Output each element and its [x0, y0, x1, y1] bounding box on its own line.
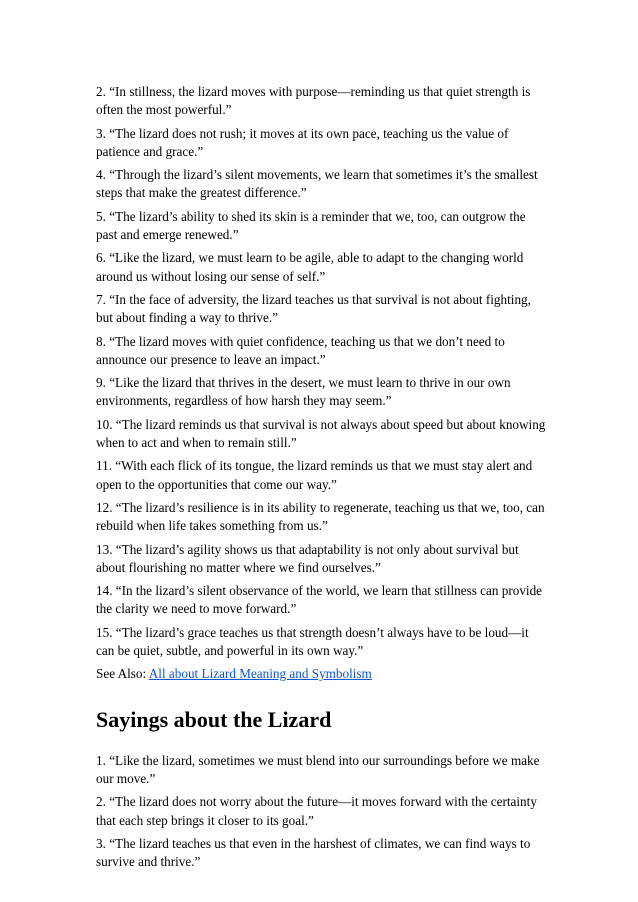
quote-paragraph: 2. “In stillness, the lizard moves with purpose—reminding us that quiet strength is often the most powerful.”	[96, 84, 531, 118]
saying-paragraph: 3. “The lizard teaches us that even in the harshest of climates, we can find ways to survive and thrive.”	[96, 835, 531, 870]
see-also-line	[96, 665, 548, 683]
document-page	[96, 83, 548, 876]
quote-paragraph: 12. “The lizard’s resilience is in its ability to regenerate, teaching us that we, too, can rebuild when life takes something from us.”	[96, 499, 545, 534]
sayings-list	[96, 752, 548, 872]
quote-paragraph: 11. “With each flick of its tongue, the lizard reminds us that we must stay alert and open to the opportunities that come our way.”	[96, 458, 533, 492]
quote-paragraph: 3. “The lizard does not rush; it moves at its own pace, teaching us the value of patience and grace.”	[96, 125, 509, 159]
quote-paragraph: 7. “In the face of adversity, the lizard teaches us that survival is not about fighting, but about finding a way to thrive.”	[96, 291, 531, 326]
quote-paragraph: 6. “Like the lizard, we must learn to be agile, able to adapt to the changing world around us without losing our sense of self.”	[96, 250, 524, 284]
quote-paragraph: 10. “The lizard reminds us that survival is not always about speed but about knowing when to act and when to remain still.”	[96, 416, 546, 451]
saying-paragraph: 1. “Like the lizard, sometimes we must blend into our surroundings before we make our move.”	[96, 752, 540, 786]
quotes-list	[96, 83, 548, 660]
quote-paragraph: 13. “The lizard’s agility shows us that adaptability is not only about survival but about flourishing no matter where we find ourselves.”	[96, 541, 519, 575]
quote-paragraph: 15. “The lizard’s grace teaches us that strength doesn’t always have to be loud—it can be quiet, subtle, and powerful in its own way.”	[96, 624, 529, 659]
saying-paragraph: 2. “The lizard does not worry about the future—it moves forward with the certainty that each step brings it closer to its goal.”	[96, 794, 537, 828]
see-also-link[interactable]: All about Lizard Meaning and Symbolism	[148, 666, 372, 682]
see-also-prefix: See Also:	[96, 666, 149, 682]
quote-paragraph: 5. “The lizard’s ability to shed its skin is a reminder that we, too, can outgrow the past and emerge renewed.”	[96, 208, 526, 243]
quote-paragraph: 14. “In the lizard’s silent observance of the world, we learn that stillness can provide the clarity we need to move forward.”	[96, 583, 543, 617]
quote-paragraph: 8. “The lizard moves with quiet confidence, teaching us that we don’t need to announce our presence to leave an impact.”	[96, 333, 505, 367]
section-heading: Sayings about the Lizard	[96, 706, 332, 732]
quote-paragraph: 9. “Like the lizard that thrives in the desert, we must learn to thrive in our own environments, regardless of how harsh they may seem.”	[96, 375, 511, 409]
quote-paragraph: 4. “Through the lizard’s silent movements, we learn that sometimes it’s the smallest steps that make the greatest difference.”	[96, 167, 538, 201]
